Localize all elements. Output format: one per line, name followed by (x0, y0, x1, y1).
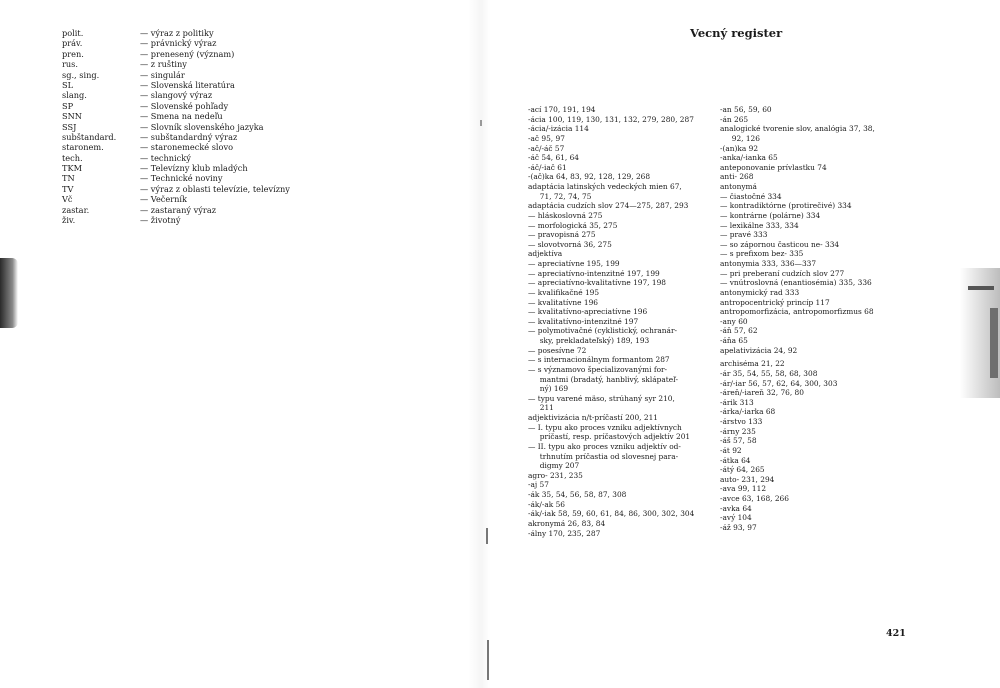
index-entry: -ák/-ak 56 (528, 499, 566, 509)
index-entry: — typu varené mäso, strúhaný syr 210, (528, 393, 675, 403)
index-entry: — s prefixom bez- 335 (720, 249, 804, 259)
abbreviation-term: živ. (62, 215, 76, 226)
abbreviation-meaning: — subštandardný výraz (140, 131, 238, 142)
abbreviation-meaning: — Slovenské pohľady (140, 100, 229, 111)
index-entry: — polymotivačné (cyklistický, ochranár- (528, 326, 677, 336)
abbreviation-term: práv. (62, 38, 83, 49)
index-entry: adjektivizácia n/t-príčastí 200, 211 (528, 413, 658, 422)
scan-edge-artifact-right (960, 268, 1000, 398)
index-entry: -(an)ka 92 (720, 143, 759, 153)
abbreviation-term: sg., sing. (62, 69, 100, 80)
index-entry: — I. typu ako proces vzniku adjektívnych (528, 422, 682, 432)
index-entry: — hláskoslovná 275 (528, 210, 603, 220)
abbreviation-term: SSJ (62, 121, 77, 132)
index-entry: — vnútroslovná (enantiosémia) 335, 336 (720, 278, 872, 288)
index-entry: -árny 235 (720, 426, 756, 436)
index-entry: -áž 93, 97 (720, 522, 757, 532)
index-entry: — morfologická 35, 275 (528, 220, 618, 230)
index-entry: — pri preberaní cudzích slov 277 (720, 268, 845, 278)
index-entry: — kvalifikačné 195 (528, 287, 600, 297)
index-entry: -áreň/-iareň 32, 76, 80 (720, 388, 804, 398)
abbreviation-meaning: — životný (140, 215, 181, 226)
abbreviation-meaning: — právnický výraz (140, 38, 217, 49)
index-entry: -árstvo 133 (720, 417, 763, 426)
index-entry: -ák 35, 54, 56, 58, 87, 308 (528, 490, 627, 499)
index-entry: analogické tvorenie slov, analógia 37, 38, (720, 124, 875, 134)
abbreviation-term: Vč (62, 194, 73, 205)
index-entry: — s internacionálnym formantom 287 (528, 355, 670, 365)
index-column-2 (720, 105, 910, 533)
abbreviation-meaning: — singulár (140, 69, 185, 80)
index-entry: trhnutím príčastia od slovesnej para- (528, 451, 679, 461)
index-entry: antropomorfizácia, antropomorfizmus 68 (720, 307, 874, 317)
index-entry: -ár/-iar 56, 57, 62, 64, 300, 303 (720, 378, 838, 388)
index-entry: — lexikálne 333, 334 (720, 220, 799, 230)
index-entry: -ava 99, 112 (720, 484, 767, 494)
gutter-mark (487, 640, 489, 680)
abbreviation-meaning: — výraz z politiky (140, 28, 214, 38)
abbreviation-meaning: — staronemecké slovo (140, 142, 234, 153)
abbreviation-term: tech. (62, 152, 83, 163)
index-entry: auto- 231, 294 (720, 474, 775, 484)
index-entry: agro- 231, 235 (528, 470, 583, 480)
index-entry: -áč/-iač 61 (528, 162, 567, 172)
page-number: 421 (886, 628, 906, 639)
index-entry: -ácia 100, 119, 130, 131, 132, 279, 280, 287 (528, 114, 694, 124)
abbreviation-meaning: — Televízny klub mladých (140, 163, 248, 174)
index-entry: -árik 313 (720, 397, 754, 407)
index-entry: antropocentrický princíp 117 (720, 297, 830, 307)
index-entry: adaptácia latinských vedeckých mien 67, (528, 182, 682, 191)
index-entry: -ár 35, 54, 55, 58, 68, 308 (720, 368, 818, 378)
index-entry: -áč 54, 61, 64 (528, 153, 580, 163)
index-entry: — s významovo špecializovanými for- (528, 364, 668, 374)
abbreviation-meaning: — Slovník slovenského jazyka (140, 121, 264, 132)
index-entry: 71, 72, 74, 75 (528, 191, 592, 201)
index-entry: adjektíva (528, 249, 563, 259)
index-entry: -ač/-áč 57 (528, 143, 565, 153)
index-entry: -átka 64 (720, 455, 751, 465)
gutter-mark (480, 120, 482, 126)
abbreviation-term: polit. (62, 28, 84, 38)
abbreviation-term: subštandard. (62, 131, 117, 142)
index-entry: antonymá (720, 182, 757, 191)
index-entry: -árka/-iarka 68 (720, 407, 776, 417)
index-entry: sky, prekladateľský) 189, 193 (528, 336, 650, 345)
abbreviation-meaning: — zastaraný výraz (140, 204, 217, 215)
abbreviation-term: pren. (62, 48, 84, 59)
index-entry: -(ač)ka 64, 83, 92, 128, 129, 268 (528, 172, 651, 182)
index-entry: -ač 95, 97 (528, 133, 565, 143)
abbreviation-term: rus. (62, 59, 78, 70)
index-entry: -áňa 65 (720, 336, 748, 345)
index-entry: — kontradiktórne (protirečivé) 334 (720, 201, 852, 211)
page-title: Vecný register (690, 26, 783, 40)
index-entry: -áň 57, 62 (720, 326, 758, 336)
index-entry: — pravopisná 275 (528, 230, 596, 240)
gutter-mark (486, 528, 488, 544)
index-entry: — apreciatívno-kvalitatívne 197, 198 (528, 278, 666, 288)
index-entry: -átý 64, 265 (720, 465, 765, 475)
abbreviation-term: TKM (62, 163, 82, 174)
index-entry: — kvalitatívno-apreciatívne 196 (528, 307, 648, 317)
index-entry: archisémа 21, 22 (720, 359, 785, 369)
abbreviation-meaning: — Smena na nedeľu (140, 111, 223, 122)
index-entry: ný) 169 (528, 384, 569, 394)
index-column-1 (528, 105, 713, 538)
abbreviation-term: staronem. (62, 142, 104, 153)
index-entry: -anka/-ianka 65 (720, 153, 778, 163)
abbreviation-meaning: — z ruštiny (140, 59, 187, 70)
index-entry: — apreciatívno-intenzitné 197, 199 (528, 268, 660, 278)
index-entry: — II. typu ako proces vzniku adjektív od- (528, 441, 681, 451)
index-entry: -ací 170, 191, 194 (528, 105, 596, 114)
index-entry: antonymia 333, 336—337 (720, 259, 817, 268)
index-entry: apelativizácia 24, 92 (720, 345, 798, 355)
abbreviation-term: TN (62, 173, 75, 184)
index-entry: — kvalitatívne 196 (528, 297, 599, 307)
gutter-shadow (468, 0, 490, 688)
abbreviation-meaning: — Večerník (140, 194, 187, 205)
abbreviation-term: SL (62, 79, 74, 90)
abbreviation-term: zastar. (62, 204, 90, 215)
index-entry: -át 92 (720, 445, 742, 455)
index-entry: 211 (528, 403, 554, 413)
index-entry: — so zápornou časticou ne- 334 (720, 239, 840, 249)
index-entry: anti- 268 (720, 172, 754, 182)
index-entry: — kontrárne (polárne) 334 (720, 210, 821, 220)
index-entry: akronymá 26, 83, 84 (528, 518, 606, 528)
abbreviation-meaning: — výraz z oblasti televízie, televízny (140, 183, 290, 194)
abbreviation-meaning: — technický (140, 152, 191, 163)
index-entry: — slovotvorná 36, 275 (528, 239, 612, 249)
index-entry: -avý 104 (720, 513, 752, 523)
index-entry: -ácia/-izácia 114 (528, 124, 589, 134)
abbreviation-term: SP (62, 100, 74, 111)
index-entry: adaptácia cudzích slov 274—275, 287, 293 (528, 201, 689, 211)
index-entry: -aj 57 (528, 480, 549, 490)
abbreviation-term: SNN (62, 111, 82, 122)
index-entry: anteponovanie prívlastku 74 (720, 162, 827, 172)
index-entry: -álny 170, 235, 287 (528, 528, 601, 538)
index-entry: -avka 64 (720, 503, 752, 513)
index-entry: -ák/-iak 58, 59, 60, 61, 84, 86, 300, 302, 304 (528, 509, 695, 519)
index-entry: — pravé 333 (720, 230, 768, 240)
index-entry: digmy 207 (528, 461, 580, 471)
abbreviation-meaning: — Technické noviny (140, 173, 223, 184)
index-entry: 92, 126 (720, 133, 760, 143)
index-entry: — čiastočné 334 (720, 191, 782, 201)
index-entry: antonymický rad 333 (720, 287, 800, 297)
index-entry: -án 265 (720, 114, 749, 124)
index-entry: mantmi (bradatý, hanblivý, sklápateľ- (528, 374, 678, 384)
index-entry: -áš 57, 58 (720, 436, 757, 446)
index-entry: príčastí, resp. príčastových adjektív 201 (528, 432, 691, 442)
abbreviation-meaning: — slangový výraz (140, 90, 213, 101)
scan-edge-artifact-left (0, 258, 18, 328)
abbreviation-meaning: — prenesený (význam) (140, 48, 235, 59)
abbreviation-term: slang. (62, 90, 87, 101)
abbreviation-term: TV (62, 183, 74, 194)
index-entry: -any 60 (720, 316, 748, 326)
index-entry: — apreciatívne 195, 199 (528, 259, 620, 268)
abbreviation-meaning: — Slovenská literatúra (140, 79, 235, 90)
index-entry: — posesívne 72 (528, 345, 587, 355)
index-entry: -avce 63, 168, 266 (720, 494, 789, 503)
index-entry: -an 56, 59, 60 (720, 105, 772, 114)
index-entry: — kvalitatívno-intenzitné 197 (528, 316, 639, 326)
